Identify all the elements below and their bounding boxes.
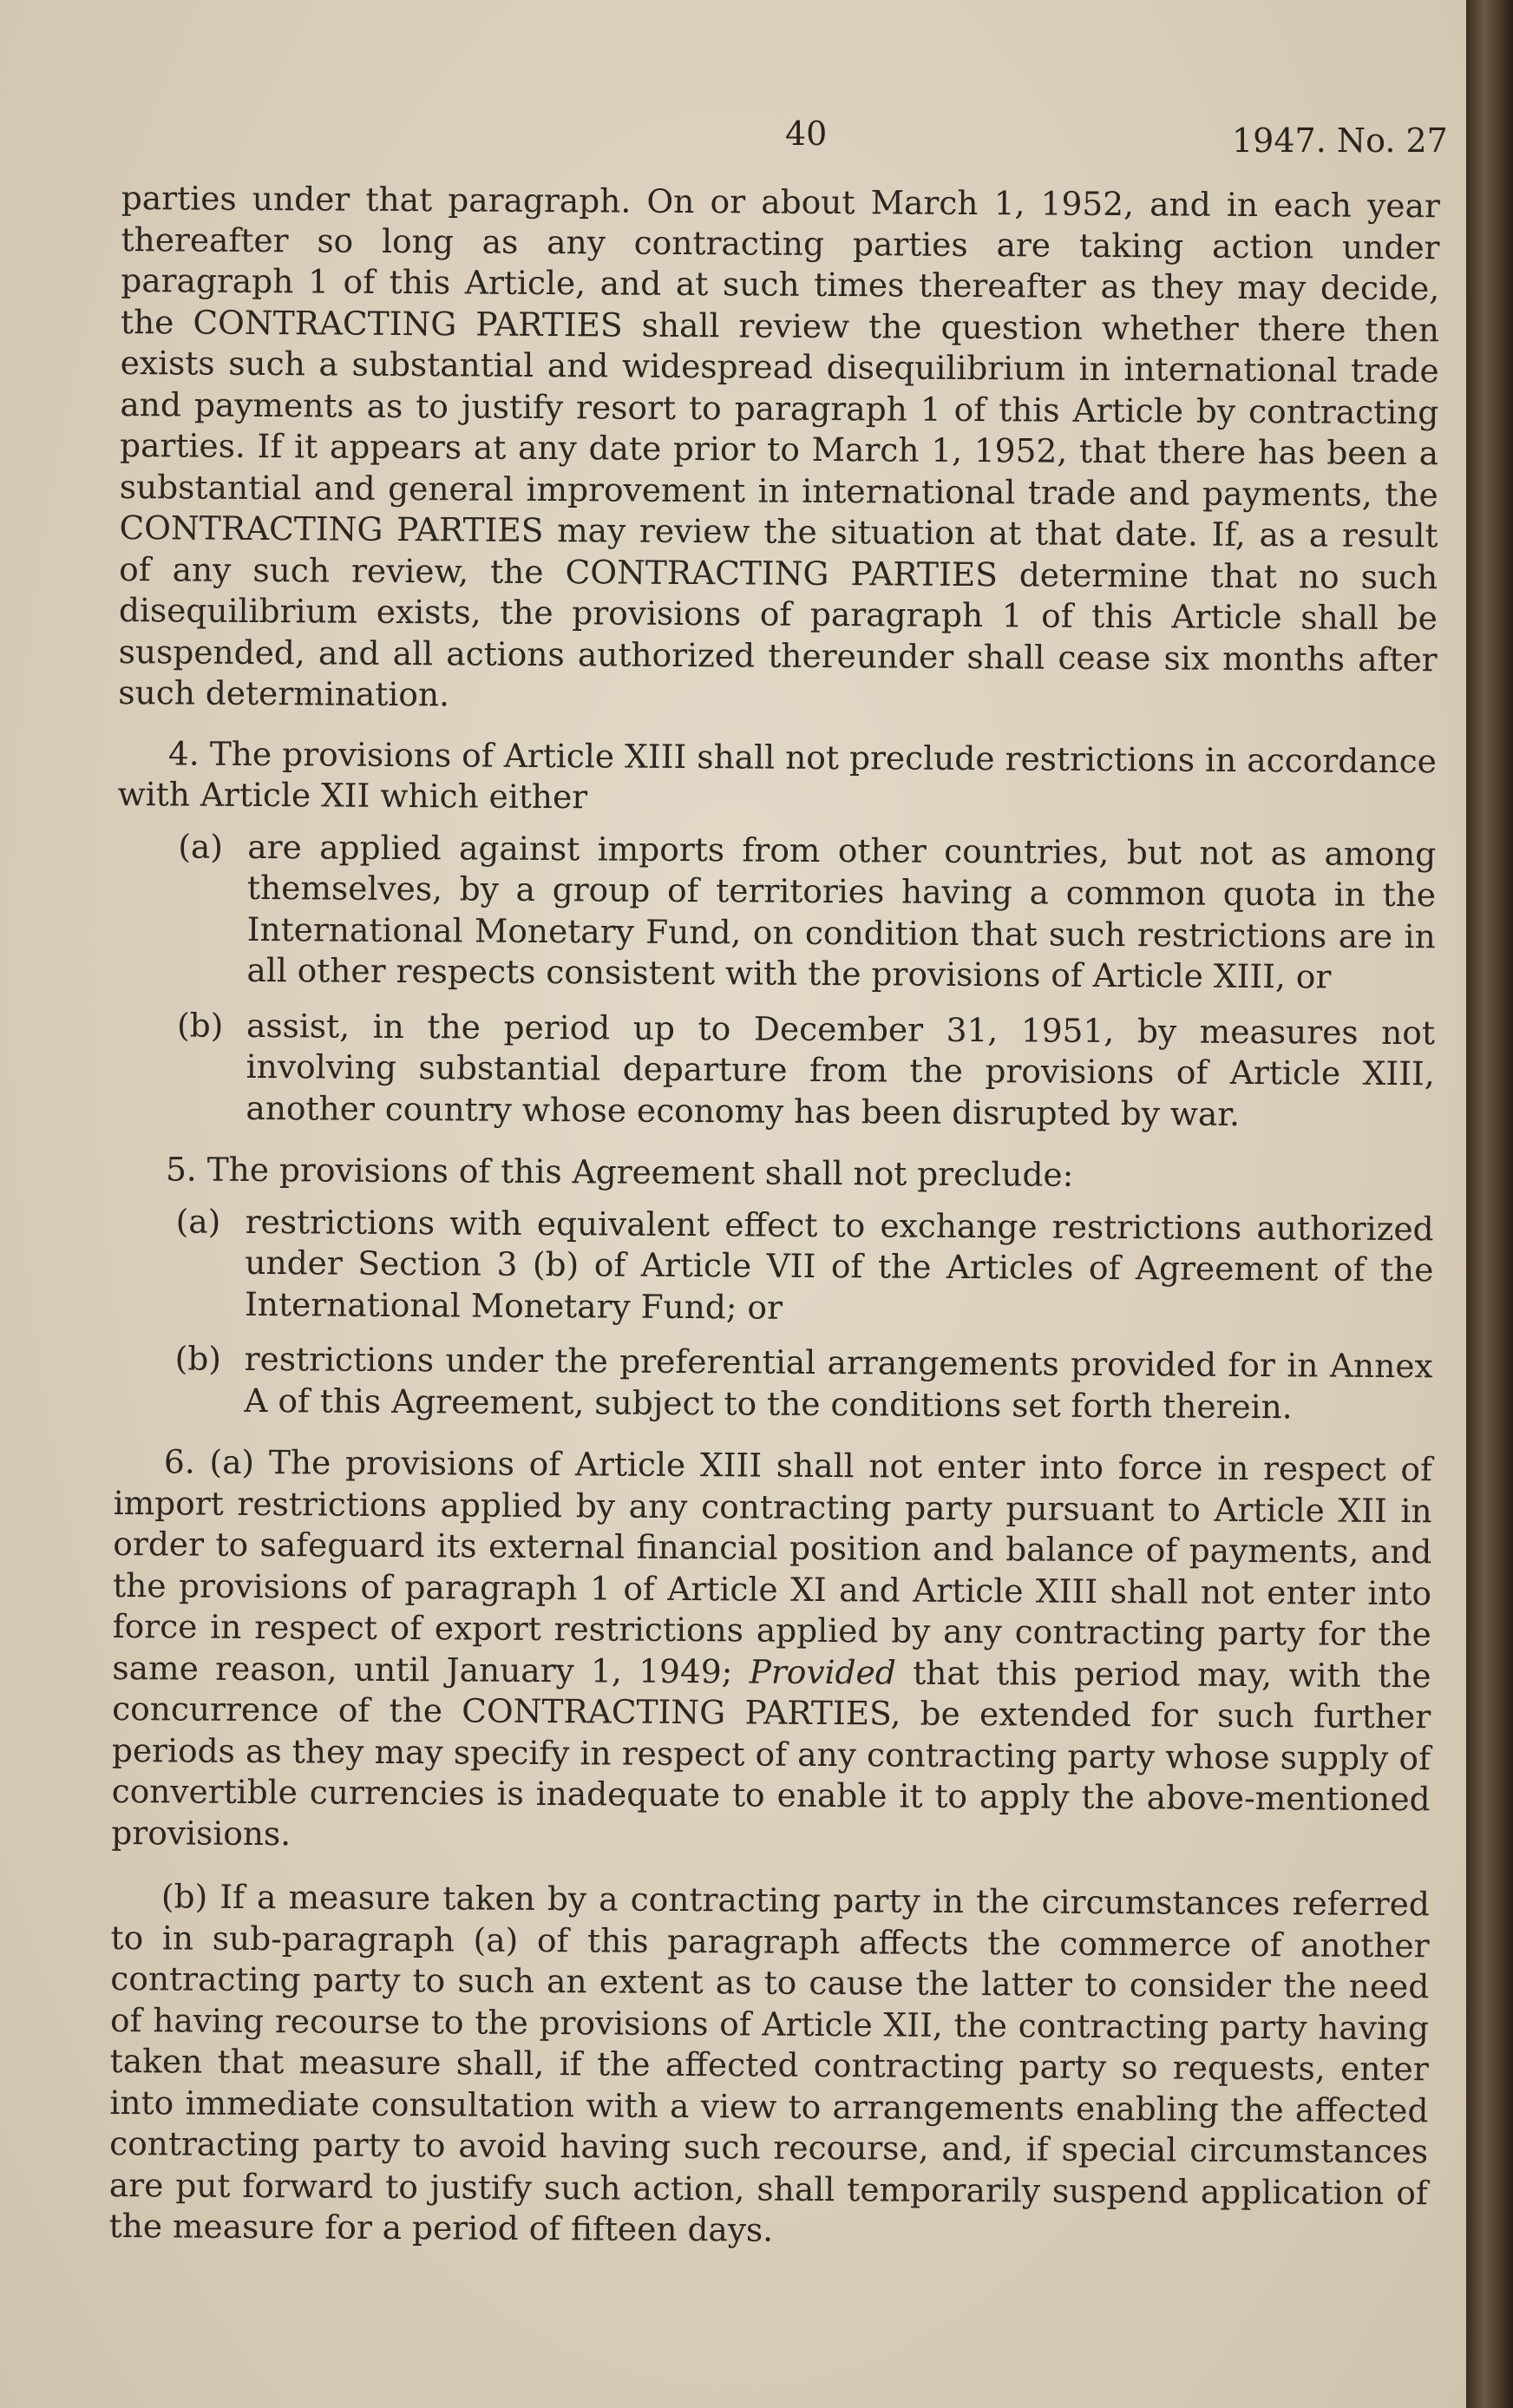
clause-text: assist, in the period up to December 31, 1951, by measures not involving substantial departure from the provisions of Article XIII, another country whose economy has been disrupted by war. xyxy=(246,1006,1436,1133)
body-text xyxy=(108,178,1440,2255)
paragraph-6a-part2: that this period may, with the concurrence of the CONTRACTING PARTIES, be extended for such further periods as they may specify in respect of any contracting party whose supply of convertible currencies is inadequate to enable it to apply the above-mentioned provisions. xyxy=(111,1653,1431,1853)
document-reference: 1947. No. 27 xyxy=(1232,121,1448,160)
clause-marker: (b) xyxy=(174,1339,222,1378)
paragraph-5-intro: 5. The provisions of this Agreement shall not preclude: xyxy=(165,1150,1074,1194)
clause-text: restrictions with equivalent effect to exchange restrictions authorized under Section 3 (b) of Article VII of the Articles of Agreement of the International Monetary Fund; or xyxy=(244,1202,1434,1327)
clause-marker: (b) xyxy=(176,1005,224,1045)
clause-4a xyxy=(177,826,1436,999)
paragraph-6a xyxy=(111,1441,1432,1861)
clause-4b xyxy=(176,1005,1435,1136)
clause-text: restrictions under the preferential arrangements provided for in Annex A of this Agreement, subject to the conditions set forth therein. xyxy=(244,1339,1433,1426)
book-spine-edge xyxy=(1466,0,1513,2408)
paragraph-continued: parties under that paragraph. On or about March 1, 1952, and in each year thereafter so long as any contracting parties are taking action under paragraph 1 of this Article, and at such times thereafter as they may decide, the CONTRACTING PARTIES shall review the question whether there then exists such a substantial and widespread disequilibrium in international trade and payments as to justify resort to paragraph 1 of this Article by contracting parties. If it appears at any date prior to March 1, 1952, that there has been a substantial and general improvement in international trade and payments, the CONTRACTING PARTIES may review the situation at that date. If, as a result of any such review, the CONTRACTING PARTIES determine that no such disequilibrium exists, the provisions of paragraph 1 of this Article shall be suspended, and all actions authorized thereunder shall cease six months after such determination. xyxy=(118,178,1440,714)
provided-keyword: Provided xyxy=(749,1651,896,1691)
paragraph-6b: (b) If a measure taken by a contracting party in the circumstances referred to in sub-paragraph (a) of this paragraph affects the commerce of another contracting party to such an extent as to cause the latter to consider the need of having recourse to the provisions of Article XII, the contracting party having taken that measure shall, if the affected contracting party so requests, enter into immediate consultation with a view to arrangements enabling the affected contracting party to avoid having such recourse, and, if special circumstances are put forward to justify such action, shall temporarily suspend application of the measure for a period of fifteen days. xyxy=(108,1877,1431,2249)
paragraph-4-intro: 4. The provisions of Article XIII shall not preclude restrictions in accordance with Article XII which either xyxy=(117,733,1438,817)
clause-marker: (a) xyxy=(175,1201,221,1241)
paragraph-6a-part1: 6. (a) The provisions of Article XIII shall not enter into force in respect of import restrictions applied by any contracting party pursuant to Article XII in order to safeguard its external financial position and balance of payments, and the provisions of paragraph 1 of Article XI and Article XIII shall not enter into force in respect of export restrictions applied by any contracting party for the same reason, until January 1, 1949; xyxy=(112,1442,1433,1690)
page-number: 40 xyxy=(785,115,828,153)
clause-marker: (a) xyxy=(178,826,224,866)
running-head xyxy=(0,115,1466,167)
clause-text: are applied against imports from other countries, but not as among themselves, by a group of territories having a common quota in the International Monetary Fund, on condition that such restrictions are in all other respects consistent with the provisions of Article XIII, or xyxy=(246,827,1437,996)
clause-5b xyxy=(174,1338,1433,1428)
clause-5a xyxy=(175,1201,1434,1332)
